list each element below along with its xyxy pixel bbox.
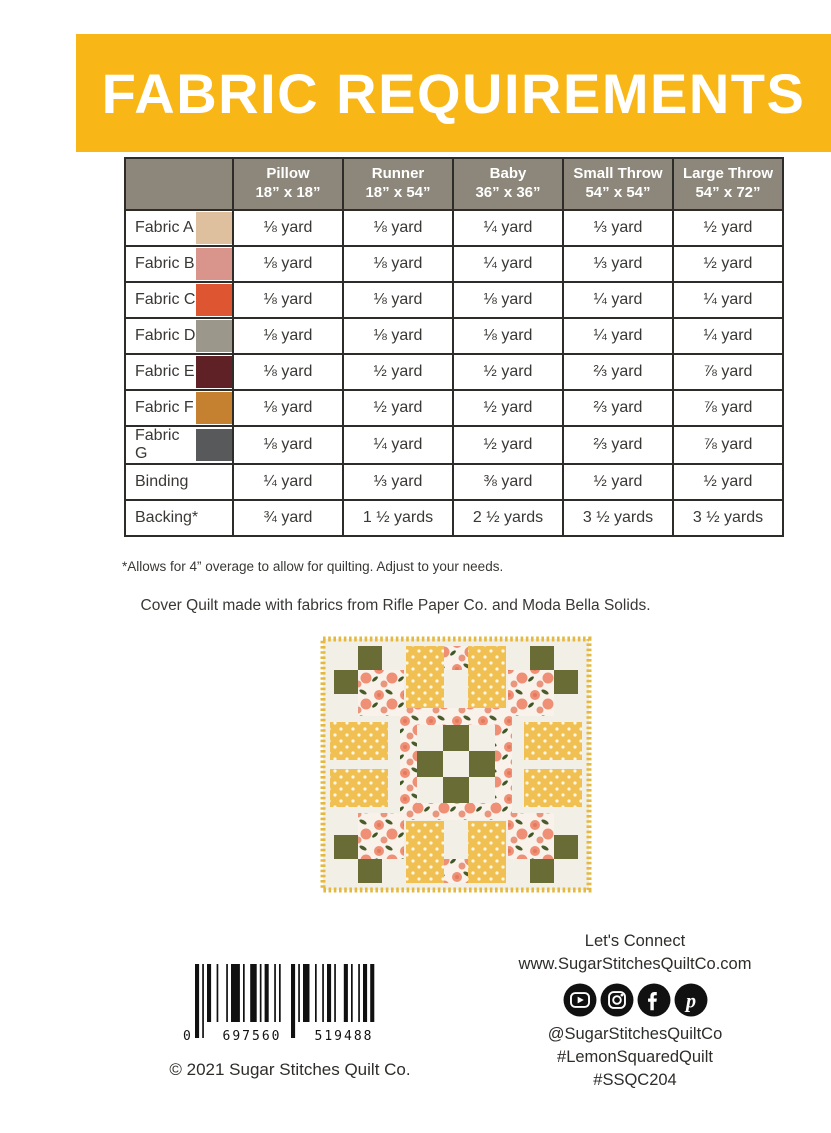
connect-block: [455, 930, 815, 1092]
row-label: Fabric A: [135, 219, 194, 236]
cell: ⅞ yard: [673, 426, 783, 464]
fabric-requirements-table: [124, 157, 784, 537]
row-label-cell: [125, 210, 233, 246]
col-name: Pillow: [266, 165, 310, 183]
pinterest-icon[interactable]: [674, 983, 708, 1017]
col-size: 36” x 36”: [475, 184, 541, 201]
row-label-cell: [125, 464, 233, 500]
cell: ½ yard: [453, 390, 563, 426]
copyright-text: © 2021 Sugar Stitches Quilt Co.: [169, 1060, 411, 1079]
cell: ¾ yard: [233, 500, 343, 536]
cell: ¼ yard: [453, 210, 563, 246]
cell: 1 ½ yards: [343, 500, 453, 536]
barcode-digits-right: 519488: [314, 1029, 374, 1044]
cell: ¼ yard: [453, 246, 563, 282]
cover-quilt-photo: [320, 636, 592, 893]
col-header-baby: [453, 158, 563, 210]
col-name: Small Throw: [573, 165, 663, 183]
row-label-cell: [125, 282, 233, 318]
svg-text:p: p: [685, 990, 696, 1013]
cell: ⅔ yard: [563, 390, 673, 426]
cell: ¼ yard: [563, 318, 673, 354]
cell: ¼ yard: [233, 464, 343, 500]
cell: ⅛ yard: [233, 354, 343, 390]
cell: ⅞ yard: [673, 354, 783, 390]
cell: ⅛ yard: [343, 282, 453, 318]
barcode: [183, 962, 395, 1050]
barcode-digit-lead: 0: [183, 1029, 193, 1044]
table-row-fabric-b: [125, 246, 783, 282]
cell: ¼ yard: [673, 318, 783, 354]
website-link[interactable]: www.SugarStitchesQuiltCo.com: [518, 955, 752, 973]
cell: ½ yard: [673, 464, 783, 500]
cell: ⅔ yard: [563, 426, 673, 464]
row-label-cell: [125, 318, 233, 354]
row-label-cell: [125, 426, 233, 464]
fabric-a-swatch: [196, 212, 232, 244]
cell: ⅛ yard: [233, 318, 343, 354]
cell: ⅞ yard: [673, 390, 783, 426]
cell: ⅛ yard: [233, 390, 343, 426]
cell: ½ yard: [673, 246, 783, 282]
cell: ¼ yard: [343, 426, 453, 464]
table-row-fabric-d: [125, 318, 783, 354]
row-label: Backing*: [135, 509, 199, 526]
cell: 3 ½ yards: [673, 500, 783, 536]
barcode-digits-left: 697560: [222, 1029, 282, 1044]
cell: ⅜ yard: [453, 464, 563, 500]
row-label: Fabric C: [135, 291, 196, 308]
table-footnote: *Allows for 4” overage to allow for quilting. Adjust to your needs.: [122, 559, 504, 574]
row-label-cell: [125, 246, 233, 282]
col-header-runner: [343, 158, 453, 210]
cell: ⅓ yard: [343, 464, 453, 500]
row-label: Fabric F: [135, 399, 194, 416]
col-header-small-throw: [563, 158, 673, 210]
col-name: Baby: [489, 165, 527, 183]
fabric-g-swatch: [196, 429, 232, 461]
connect-heading: Let's Connect: [584, 932, 686, 950]
fabric-b-swatch: [196, 248, 232, 280]
cell: ⅛ yard: [343, 210, 453, 246]
social-icons-row: [455, 983, 815, 1017]
cell: ½ yard: [343, 354, 453, 390]
col-size: 18” x 54”: [365, 184, 431, 201]
cell: ½ yard: [343, 390, 453, 426]
cell: ⅛ yard: [233, 282, 343, 318]
hashtag-code: #SSQC204: [593, 1071, 677, 1089]
table-row-fabric-e: [125, 354, 783, 390]
table-row-fabric-c: [125, 282, 783, 318]
fabric-d-swatch: [196, 320, 232, 352]
cell: ⅓ yard: [563, 210, 673, 246]
table-header-row: [125, 158, 783, 210]
cell: ⅛ yard: [343, 318, 453, 354]
cell: ⅔ yard: [563, 354, 673, 390]
cell: ⅛ yard: [343, 246, 453, 282]
table-row-backing: [125, 500, 783, 536]
instagram-icon[interactable]: [600, 983, 634, 1017]
cell: ¼ yard: [673, 282, 783, 318]
cell: ⅛ yard: [453, 318, 563, 354]
table-row-fabric-g: [125, 426, 783, 464]
youtube-icon[interactable]: [563, 983, 597, 1017]
row-label: Fabric G: [135, 427, 180, 462]
col-size: 18” x 18”: [255, 184, 321, 201]
cell: ¼ yard: [563, 282, 673, 318]
table-row-fabric-a: [125, 210, 783, 246]
cell: ½ yard: [453, 426, 563, 464]
row-label: Fabric B: [135, 255, 195, 272]
fabric-f-swatch: [196, 392, 232, 424]
table-row-binding: [125, 464, 783, 500]
fabric-e-swatch: [196, 356, 232, 388]
cover-quilt-caption: Cover Quilt made with fabrics from Rifle Paper Co. and Moda Bella Solids.: [140, 597, 651, 614]
row-label-cell: [125, 390, 233, 426]
cell: ⅛ yard: [233, 426, 343, 464]
col-size: 54” x 72”: [695, 184, 761, 201]
fabric-c-swatch: [196, 284, 232, 316]
row-label: Fabric E: [135, 363, 195, 380]
cell: ½ yard: [453, 354, 563, 390]
fabric-requirements-table-wrap: [124, 157, 784, 537]
cell: ⅛ yard: [453, 282, 563, 318]
cell: ⅛ yard: [233, 210, 343, 246]
row-label-cell: [125, 500, 233, 536]
cell: ½ yard: [673, 210, 783, 246]
cell: ⅛ yard: [233, 246, 343, 282]
col-name: Large Throw: [682, 165, 773, 183]
corner-cell: [125, 158, 233, 210]
title-band: [76, 34, 831, 152]
col-size: 54” x 54”: [585, 184, 651, 201]
row-label: Binding: [135, 473, 189, 490]
table-row-fabric-f: [125, 390, 783, 426]
col-name: Runner: [371, 165, 425, 183]
cell: 3 ½ yards: [563, 500, 673, 536]
col-header-large-throw: [673, 158, 783, 210]
row-label-cell: [125, 354, 233, 390]
row-label: Fabric D: [135, 327, 196, 344]
cell: ½ yard: [563, 464, 673, 500]
facebook-icon[interactable]: [637, 983, 671, 1017]
hashtag-quilt: #LemonSquaredQuilt: [557, 1048, 713, 1066]
col-header-pillow: [233, 158, 343, 210]
cell: 2 ½ yards: [453, 500, 563, 536]
cell: ⅓ yard: [563, 246, 673, 282]
social-handle: @SugarStitchesQuiltCo: [547, 1025, 723, 1043]
page-title: FABRIC REQUIREMENTS: [101, 61, 806, 125]
